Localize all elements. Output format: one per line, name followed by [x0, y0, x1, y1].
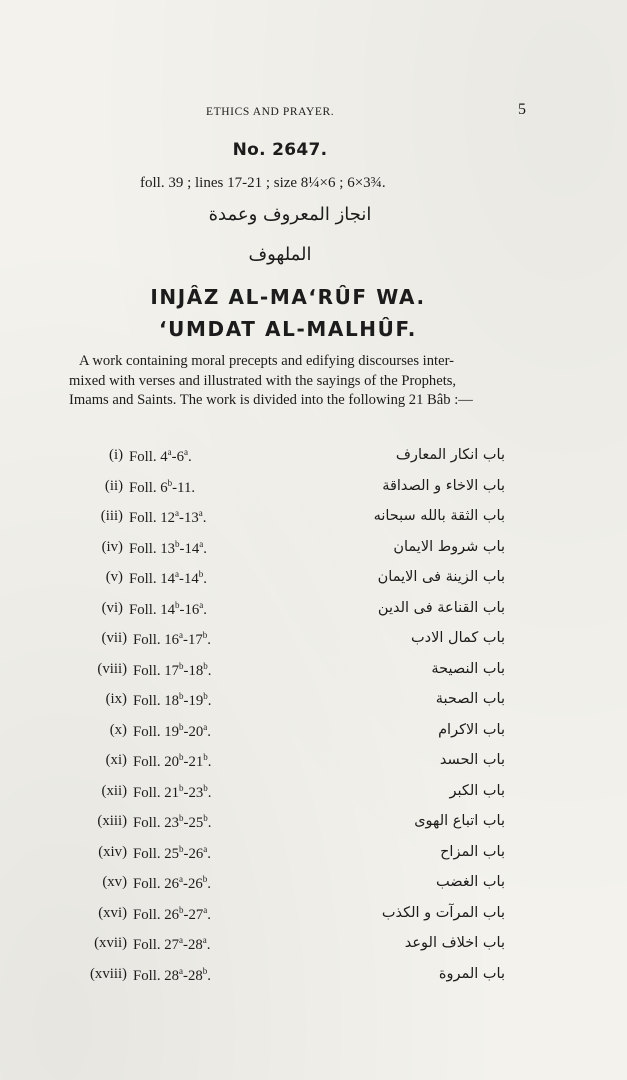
folio-start: 23 [164, 815, 180, 831]
chapter-row [0, 844, 627, 868]
chapter-folio-range: Foll. 14$^a$-14$^b$. [129, 569, 207, 587]
folio-end-side: a [203, 721, 208, 732]
chapter-numeral: (x) [109, 721, 127, 738]
folio-start: 19 [164, 723, 180, 740]
intro-line-1: A work containing moral precepts and edifying discourses inter- [79, 353, 454, 369]
folio-start-side: a [175, 569, 180, 579]
folio-start-side: b [179, 752, 184, 762]
folio-end: 14 [183, 571, 199, 587]
chapter-folio-range: Foll. 21$^b$-23$^b$. [133, 782, 212, 801]
chapter-row [0, 905, 627, 929]
folio-start: 12 [160, 510, 176, 526]
folio-end: 16 [184, 601, 200, 618]
folio-end: 28 [187, 937, 203, 953]
chapter-folio-range: Foll. 17$^b$-18$^b$. [133, 660, 212, 679]
folio-end-side: b [203, 782, 208, 793]
folio-start: 16 [164, 632, 180, 648]
chapter-numeral: (xi) [105, 752, 127, 768]
folio-start-side: a [179, 874, 184, 884]
folio-label: Foll. [133, 967, 165, 984]
folio-start: 27 [164, 937, 180, 953]
folio-end-side: b [203, 752, 208, 762]
chapter-numeral: (iv) [101, 538, 123, 555]
folio-end-side: a [199, 538, 204, 549]
chapter-numeral: (xviii) [90, 965, 127, 982]
chapter-folio-range: Foll. 19$^b$-20$^a$. [133, 721, 211, 740]
folio-end-side: a [199, 599, 204, 610]
chapter-row [0, 935, 627, 959]
chapter-numeral: (xii) [101, 782, 127, 799]
folio-start: 18 [164, 693, 180, 709]
folio-end: 18 [188, 662, 204, 679]
chapter-folio-range: Foll. 13$^b$-14$^a$. [129, 538, 207, 557]
folio-end-side: b [202, 965, 208, 976]
latin-title-line-1: INJÂZ AL-MAʻRÛF WA. [150, 285, 426, 309]
folio-start-side: b [179, 813, 184, 823]
folio-start: 26 [164, 906, 180, 923]
folio-start: 17 [164, 662, 180, 679]
folio-label: Foll. [133, 937, 165, 953]
chapter-arabic-title: باب شروط الايمان [393, 538, 505, 555]
folio-label: Foll. [133, 693, 165, 709]
chapter-row [0, 752, 627, 776]
folio-end: 6 [176, 449, 184, 465]
page-number: 5 [518, 101, 526, 118]
running-head: ETHICS AND PRAYER. [206, 106, 335, 118]
chapter-row [0, 600, 627, 624]
folio-end-side: b [203, 813, 208, 823]
folio-end: 28 [187, 967, 203, 984]
chapter-arabic-title: باب النصيحة [431, 660, 505, 677]
folio-start-side: a [179, 965, 184, 976]
arabic-title-line-2: الملهوف [248, 244, 312, 265]
chapter-folio-range: Foll. 23$^b$-25$^b$. [133, 813, 212, 831]
folio-start: 21 [164, 784, 180, 801]
folio-label: Foll. [129, 449, 161, 465]
chapter-numeral: (vi) [101, 599, 123, 616]
folio-end: 25 [188, 815, 204, 831]
chapter-numeral: (ii) [104, 477, 123, 494]
chapter-arabic-title: باب انكار المعارف [395, 447, 505, 463]
intro-line-2: mixed with verses and illustrated with the sayings of the Prophets, [69, 372, 457, 389]
chapter-arabic-title: باب القناعة فى الدين [377, 599, 505, 616]
chapter-folio-range: Foll. 6$^b$-11. [129, 477, 196, 496]
manuscript-number: No. 2647. [232, 140, 328, 160]
folio-start: 26 [164, 876, 180, 892]
folio-end: 26 [188, 845, 204, 862]
chapter-arabic-title: باب الكبر [449, 782, 505, 799]
chapter-folio-range: Foll. 18$^b$-19$^b$. [133, 691, 212, 709]
folio-start: 6 [160, 479, 168, 496]
folio-start-side: b [175, 538, 180, 549]
chapter-row [0, 783, 627, 807]
folio-end: 26 [187, 876, 203, 892]
chapter-row [0, 478, 627, 502]
chapter-arabic-title: باب الصحبة [435, 691, 505, 707]
folio-end: 17 [187, 632, 203, 648]
chapter-arabic-title: باب المروة [438, 965, 505, 982]
chapter-arabic-title: باب الثقة بالله سبحانه [373, 508, 505, 524]
arabic-title-line-1: انجاز المعروف وعمدة [208, 204, 372, 225]
chapter-numeral: (ix) [105, 691, 127, 707]
chapter-numeral: (vii) [101, 630, 127, 646]
chapter-folio-range: Foll. 20$^b$-21$^b$. [133, 752, 212, 770]
folio-label: Foll. [133, 784, 165, 801]
folio-end-side: b [198, 569, 204, 579]
folio-end: 13 [183, 510, 199, 526]
folio-end: 27 [188, 906, 204, 923]
folio-end-side: a [202, 935, 207, 945]
chapter-row [0, 508, 627, 532]
folio-label: Foll. [133, 815, 165, 831]
folio-end-side: a [203, 843, 208, 854]
folio-label: Foll. [129, 601, 161, 618]
folio-start-side: a [175, 508, 180, 518]
latin-title-line-2: ʻUMDAT AL-MALHÛF. [158, 317, 418, 341]
chapter-folio-range: Foll. 16$^a$-17$^b$. [133, 630, 211, 648]
folio-end: 19 [188, 693, 204, 709]
chapter-row [0, 661, 627, 685]
folio-start-side: b [179, 904, 184, 915]
chapter-folio-range: Foll. 25$^b$-26$^a$. [133, 843, 211, 862]
chapter-folio-range: Foll. 26$^a$-26$^b$. [133, 874, 211, 892]
folio-start-side: a [179, 935, 184, 945]
folio-end-side: b [203, 660, 208, 671]
chapter-folio-range: Foll. 4$^a$-6$^a$. [129, 447, 192, 465]
folio-label: Foll. [129, 479, 161, 496]
chapter-arabic-title: باب المزاح [440, 843, 505, 860]
chapter-row [0, 539, 627, 563]
folio-label: Foll. [133, 876, 165, 892]
folio-start: 25 [164, 845, 180, 862]
chapter-numeral: (i) [109, 447, 123, 463]
folio-start: 28 [164, 967, 180, 984]
chapter-numeral: (xvi) [98, 904, 127, 921]
folio-label: Foll. [133, 723, 165, 740]
folio-start-side: b [179, 782, 184, 793]
folio-start-side: b [179, 660, 184, 671]
chapter-numeral: (viii) [97, 660, 127, 677]
folio-start: 4 [160, 449, 168, 465]
chapter-folio-range: Foll. 14$^b$-16$^a$. [129, 599, 207, 618]
chapter-arabic-title: باب المرآت و الكذب [381, 904, 505, 921]
chapter-numeral: (xiii) [97, 813, 127, 829]
chapter-folio-range: Foll. 26$^b$-27$^a$. [133, 904, 211, 923]
folio-label: Foll. [129, 510, 161, 526]
chapter-arabic-title: باب الزينة فى الايمان [377, 569, 505, 585]
chapter-numeral: (xiv) [98, 843, 127, 860]
folio-start-side: b [167, 477, 173, 488]
folio-start-side: a [167, 447, 172, 457]
folio-end-side: b [203, 691, 208, 701]
chapter-folio-range: Foll. 27$^a$-28$^a$. [133, 935, 211, 953]
manuscript-meta: foll. 39 ; lines 17-21 ; size 8¼×6 ; 6×3¾. [140, 175, 386, 191]
chapter-row [0, 569, 627, 593]
folio-label: Foll. [133, 845, 165, 862]
folio-end-side: b [202, 630, 208, 640]
folio-end-side: a [184, 447, 188, 457]
folio-label: Foll. [129, 571, 161, 587]
folio-start-side: b [179, 691, 184, 701]
folio-start: 14 [160, 601, 176, 618]
chapter-numeral: (iii) [100, 508, 123, 524]
folio-start-side: a [179, 630, 184, 640]
intro-line-3: Imams and Saints. The work is divided into the following 21 Bâb :— [69, 392, 473, 408]
folio-start-side: b [179, 843, 184, 854]
chapter-numeral: (xvii) [94, 935, 127, 951]
chapter-arabic-title: باب الحسد [439, 752, 505, 768]
chapter-row [0, 691, 627, 715]
chapter-folio-range: Foll. 12$^a$-13$^a$. [129, 508, 207, 526]
folio-label: Foll. [133, 632, 165, 648]
chapter-row [0, 966, 627, 990]
chapter-folio-range: Foll. 28$^a$-28$^b$. [133, 965, 211, 984]
folio-start: 20 [164, 754, 180, 770]
folio-label: Foll. [133, 906, 165, 923]
chapter-arabic-title: باب اتباع الهوى [414, 813, 505, 829]
folio-start-side: b [175, 599, 180, 610]
chapter-row [0, 447, 627, 471]
chapter-arabic-title: باب الغضب [436, 874, 505, 890]
folio-end: 11 [177, 479, 192, 496]
chapter-arabic-title: باب الاكرام [438, 721, 505, 738]
folio-label: Foll. [133, 662, 165, 679]
intro-paragraph [69, 352, 519, 411]
folio-start: 13 [160, 540, 176, 557]
folio-end-side: a [203, 904, 208, 915]
folio-label: Foll. [133, 754, 165, 770]
chapter-row [0, 813, 627, 837]
chapter-numeral: (v) [105, 569, 123, 585]
folio-end-side: a [198, 508, 203, 518]
chapter-row [0, 630, 627, 654]
folio-start-side: b [179, 721, 184, 732]
folio-end: 14 [184, 540, 200, 557]
chapter-arabic-title: باب كمال الادب [411, 630, 505, 646]
folio-start: 14 [160, 571, 176, 587]
folio-end-side: b [202, 874, 208, 884]
folio-label: Foll. [129, 540, 161, 557]
chapter-row [0, 722, 627, 746]
chapter-numeral: (xv) [102, 874, 127, 890]
chapter-row [0, 874, 627, 898]
folio-end: 20 [188, 723, 204, 740]
chapter-arabic-title: باب اخلاف الوعد [404, 935, 505, 951]
folio-end: 21 [188, 754, 204, 770]
folio-end: 23 [188, 784, 204, 801]
chapter-arabic-title: باب الاخاء و الصداقة [382, 477, 505, 494]
